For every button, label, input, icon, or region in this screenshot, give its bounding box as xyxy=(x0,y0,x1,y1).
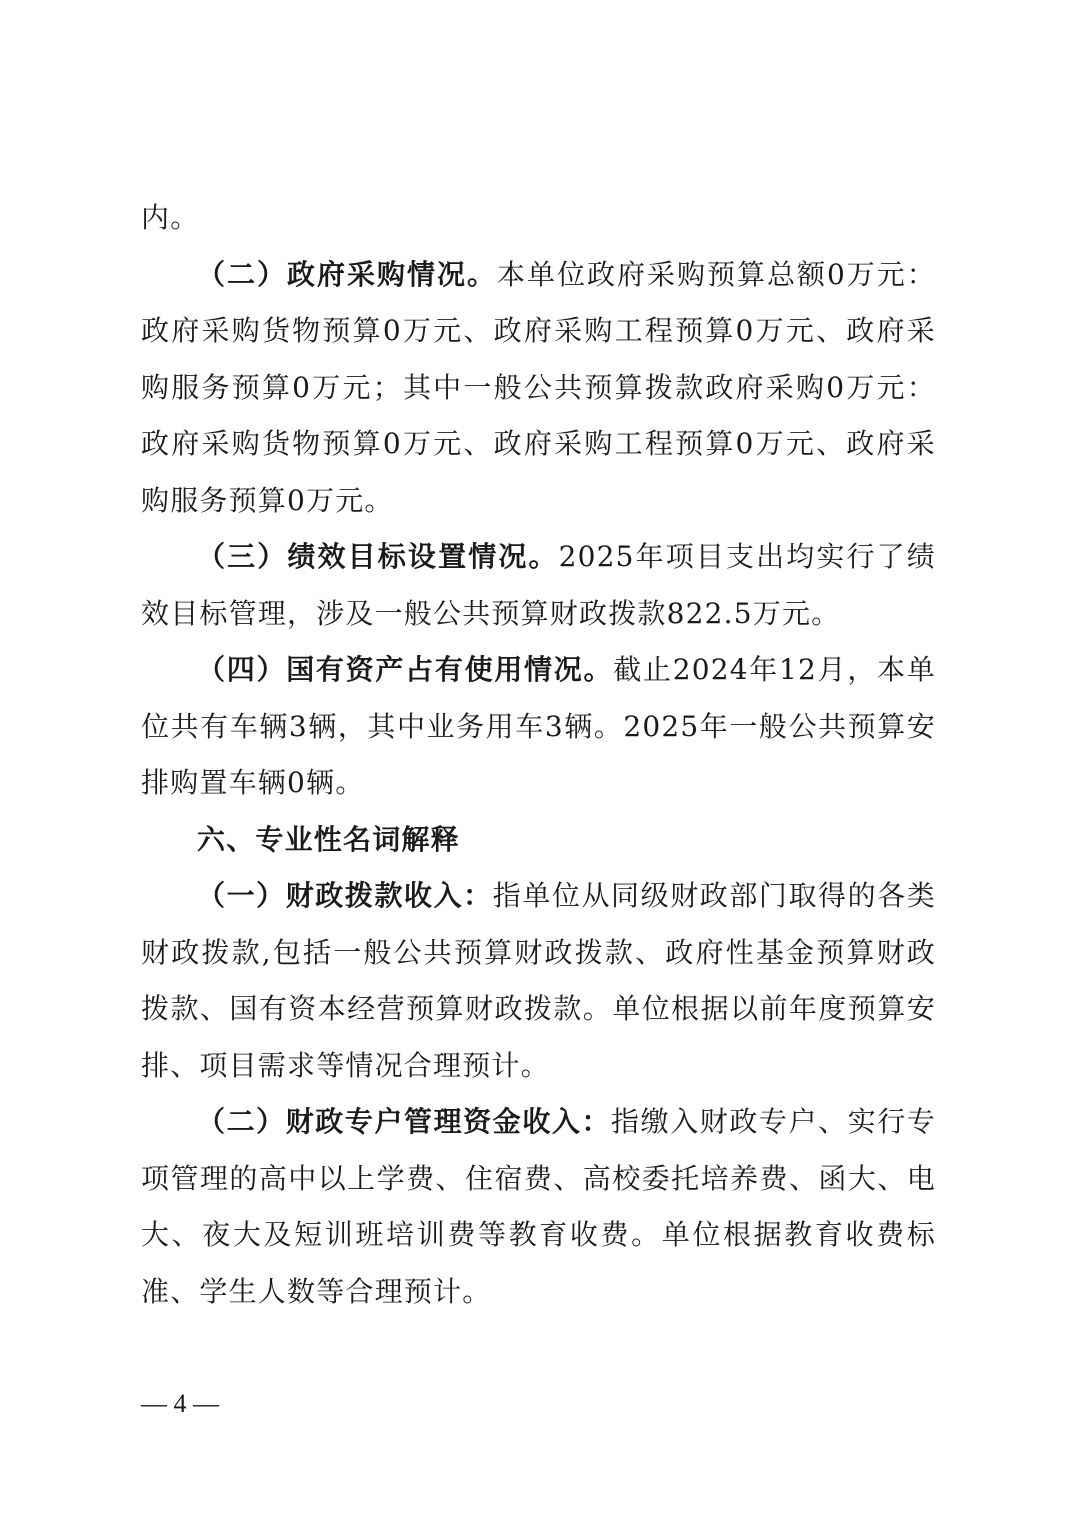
page-number: — 4 — xyxy=(141,1389,219,1418)
paragraph-fiscal-special-account-income xyxy=(141,1094,936,1320)
paragraph-text: 指单位从同级财政部门取得的各类财政拨款,包括一般公共预算财政拨款、政府性基金预算财政拨款、国有资本经营预算财政拨款。单位根据以前年度预算安排、项目需求等情况合理预计。 xyxy=(141,879,936,1082)
paragraph-text: 内。 xyxy=(141,201,200,234)
paragraph-continuation xyxy=(141,190,936,247)
body-text xyxy=(141,190,936,1320)
paragraph-fiscal-appropriation-income xyxy=(141,868,936,1094)
paragraph-text: 本单位政府采购预算总额0万元：政府采购货物预算0万元、政府采购工程预算0万元、政府采购服务预算0万元；其中一般公共预算拨款政府采购0万元：政府采购货物预算0万元、政府采购工程预算0万元、政府采购服务预算0万元。 xyxy=(141,257,936,517)
paragraph-performance-targets xyxy=(141,529,936,642)
paragraph-state-assets xyxy=(141,642,936,812)
section-heading: 六、专业性名词解释 xyxy=(197,822,460,856)
paragraph-label: （三）绩效目标设置情况。 xyxy=(197,540,559,573)
paragraph-label: （二）财政专户管理资金收入： xyxy=(197,1105,612,1138)
paragraph-label: （四）国有资产占有使用情况。 xyxy=(197,653,614,686)
paragraph-text: 2025年项目支出均实行了绩效目标管理，涉及一般公共预算财政拨款822.5万元。 xyxy=(141,540,937,630)
paragraph-text: 指缴入财政专户、实行专项管理的高中以上学费、住宿费、高校委托培养费、函大、电大、夜大及短训班培训费等教育收费。单位根据教育收费标准、学生人数等合理预计。 xyxy=(141,1105,936,1308)
paragraph-label: （一）财政拨款收入： xyxy=(197,879,493,912)
paragraph-text: 截止2024年12月，本单位共有车辆3辆，其中业务用车3辆。2025年一般公共预算安排购置车辆0辆。 xyxy=(141,653,936,799)
paragraph-government-procurement xyxy=(141,247,936,530)
paragraph-label: （二）政府采购情况。 xyxy=(197,257,497,291)
